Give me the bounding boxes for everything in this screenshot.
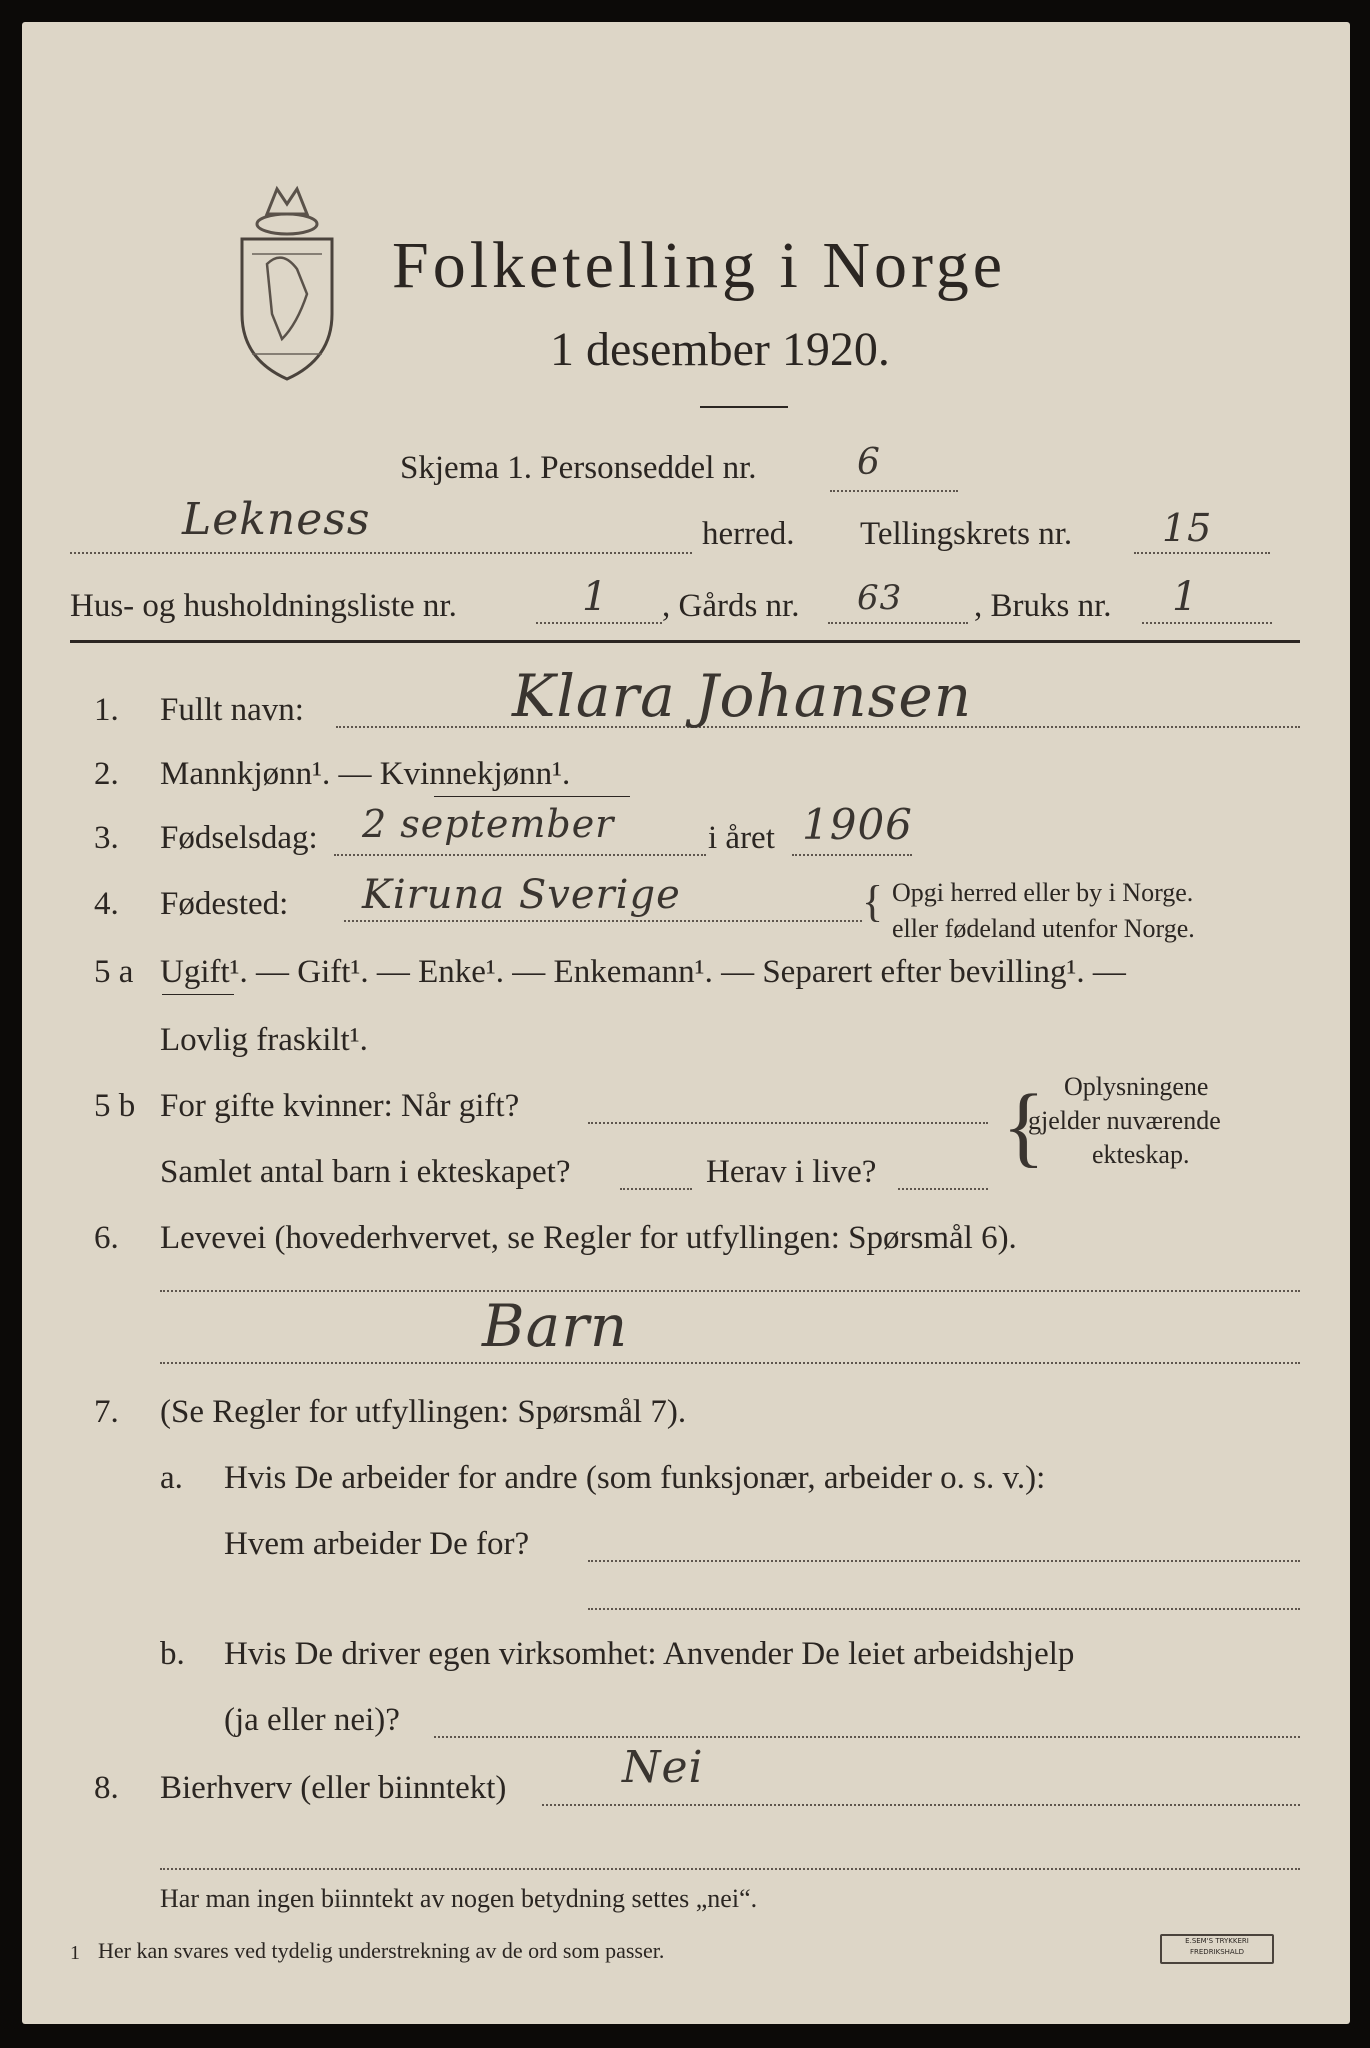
q5b-brace: { [1002,1077,1046,1176]
q5b-children-label: Samlet antal barn i ekteskapet? [160,1154,571,1190]
herred-value[interactable]: Lekness [182,494,371,545]
q6-number: 6. [94,1220,119,1256]
norway-coat-of-arms-icon [227,174,347,394]
q8-label: Bierhverv (eller biinntekt) [160,1770,507,1806]
printer-stamp [1160,1934,1274,1964]
bruks-label: , Bruks nr. [974,588,1112,624]
footnote-text: Her kan svares ved tydelig understrekning av de ord som passer. [98,1938,665,1963]
q3-year-label: i året [708,820,775,856]
q7a-label: Hvis De arbeider for andre (som funksjonær, arbeider o. s. v.): [224,1460,1046,1496]
q5b-alive-label: Herav i live? [706,1154,877,1190]
fodested-value[interactable]: Kiruna Sverige [362,872,681,918]
q8-number: 8. [94,1770,119,1806]
q5b-note-3: ekteskap. [1092,1140,1190,1169]
title-divider [700,406,788,408]
q3-label: Fødselsdag: [160,820,318,856]
q5a-number: 5 a [94,954,134,990]
fodselsaar-value[interactable]: 1906 [802,800,913,849]
printer-stamp-line-1: E.SEM'S TRYKKERI [1185,1937,1249,1945]
q3-number: 3. [94,820,119,856]
q7-label: (Se Regler for utfyllingen: Spørsmål 7). [160,1394,687,1430]
fullt-navn-value[interactable]: Klara Johansen [512,662,973,730]
q5b-note-2: gjelder nuværende [1028,1106,1221,1135]
q8-note: Har man ingen biinntekt av nogen betydning settes „nei“. [160,1884,758,1913]
q5a-continuation: Lovlig fraskilt¹. [160,1022,368,1058]
q4-label: Fødested: [160,886,289,922]
bruks-value[interactable]: 1 [1172,574,1199,620]
q2-number: 2. [94,756,119,792]
q7a-number: a. [160,1460,183,1496]
form-title: Folketelling i Norge [392,229,1007,302]
gards-label: , Gårds nr. [662,588,800,624]
q4-note-2: eller fødeland utenfor Norge. [892,914,1195,943]
q4-number: 4. [94,886,119,922]
q6-label: Levevei (hovederhvervet, se Regler for utfyllingen: Spørsmål 6). [160,1220,1017,1256]
q4-brace: { [862,877,884,926]
tellingskrets-value[interactable]: 15 [1162,506,1213,550]
husholdningsliste-value[interactable]: 1 [582,574,609,620]
herred-label: herred. [702,516,795,552]
q1-label: Fullt navn: [160,692,304,728]
header-divider [70,640,1300,643]
husholdningsliste-label: Hus- og husholdningsliste nr. [70,588,457,624]
printer-stamp-line-2: FREDRIKSHALD [1189,1948,1244,1956]
kvinnekjonn-underline [434,796,630,797]
census-date: 1 desember 1920. [550,323,890,376]
q7b-label: Hvis De driver egen virksomhet: Anvender De leiet arbeidshjelp [224,1636,1075,1672]
q5b-label: For gifte kvinner: Når gift? [160,1088,520,1124]
census-form-page [22,22,1350,2024]
q7b-number: b. [160,1636,185,1672]
q7-number: 7. [94,1394,119,1430]
tellingskrets-label: Tellingskrets nr. [860,516,1073,552]
q7b-yes-no-label: (ja eller nei)? [224,1702,400,1738]
q5b-note-1: Oplysningene [1064,1072,1209,1101]
q4-note-1: Opgi herred eller by i Norge. [892,878,1194,907]
levevei-value[interactable]: Barn [482,1292,629,1360]
skjema-label: Skjema 1. Personseddel nr. [400,450,757,486]
q2-label: Mannkjønn¹. — Kvinnekjønn¹. [160,756,571,792]
q5a-label: Ugift¹. — Gift¹. — Enke¹. — Enkemann¹. — Separert efter bevilling¹. — [160,954,1126,990]
ugift-underline [162,994,234,995]
gards-value[interactable]: 63 [857,578,903,618]
personseddel-nr-value[interactable]: 6 [857,442,881,483]
q1-number: 1. [94,692,119,728]
q5b-number: 5 b [94,1088,136,1124]
fodselsdag-value[interactable]: 2 september [362,802,615,846]
q7a-employer-label: Hvem arbeider De for? [224,1526,530,1562]
bierhverv-value[interactable]: Nei [622,1742,704,1793]
footnote-mark: 1 [70,1942,80,1964]
